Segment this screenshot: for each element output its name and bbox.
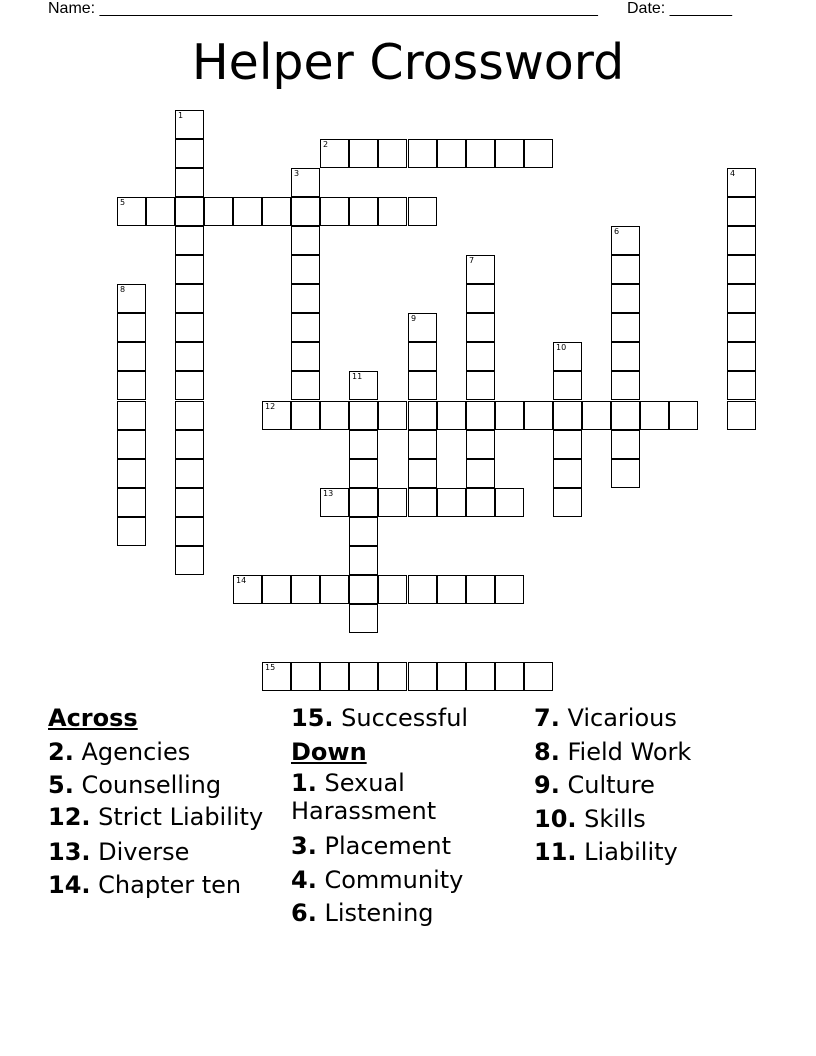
grid-cell[interactable]: [291, 662, 320, 691]
grid-cell[interactable]: [291, 168, 320, 197]
grid-cell[interactable]: [437, 488, 466, 517]
grid-cell[interactable]: [117, 430, 146, 459]
grid-cell[interactable]: [582, 401, 611, 430]
grid-cell[interactable]: [408, 401, 437, 430]
grid-cell[interactable]: [349, 546, 378, 575]
grid-cell[interactable]: [175, 139, 204, 168]
grid-cell[interactable]: [117, 488, 146, 517]
grid-cell[interactable]: [466, 488, 495, 517]
grid-cell[interactable]: [233, 575, 262, 604]
grid-cell[interactable]: [727, 168, 756, 197]
grid-cell[interactable]: [349, 139, 378, 168]
grid-cell[interactable]: [553, 342, 582, 371]
clue-across-14: 14. Chapter ten: [48, 871, 242, 899]
grid-cell[interactable]: [175, 284, 204, 313]
grid-cell[interactable]: [408, 139, 437, 168]
grid-cell[interactable]: [117, 313, 146, 342]
grid-cell[interactable]: [291, 197, 320, 226]
grid-cell[interactable]: [408, 342, 437, 371]
grid-cell[interactable]: [466, 459, 495, 488]
grid-cell[interactable]: [291, 401, 320, 430]
grid-cell[interactable]: [727, 371, 756, 400]
clue-across-15: 15. Successful: [291, 704, 469, 732]
grid-cell[interactable]: [349, 517, 378, 546]
grid-cell[interactable]: [408, 575, 437, 604]
grid-cell[interactable]: [175, 255, 204, 284]
grid-cell[interactable]: [175, 371, 204, 400]
grid-cell[interactable]: [727, 401, 756, 430]
clue-down-11: 11. Liability: [534, 838, 678, 866]
grid-cell[interactable]: [204, 197, 233, 226]
grid-cell[interactable]: [495, 139, 524, 168]
grid-cell[interactable]: [466, 575, 495, 604]
clue-down-7: 7. Vicarious: [534, 704, 677, 732]
grid-cell[interactable]: [727, 313, 756, 342]
clue-number: 13: [323, 489, 334, 498]
grid-cell[interactable]: [611, 342, 640, 371]
grid-cell[interactable]: [117, 459, 146, 488]
grid-cell[interactable]: [466, 255, 495, 284]
clue-column-2: [291, 702, 531, 931]
clue-number: 14: [236, 576, 247, 585]
grid-cell[interactable]: [378, 662, 407, 691]
clue-across-5: 5. Counselling: [48, 771, 222, 799]
grid-cell[interactable]: [466, 371, 495, 400]
grid-cell[interactable]: [117, 371, 146, 400]
clue-down-1: 1. Sexual Harassment: [291, 769, 437, 825]
grid-cell[interactable]: [175, 430, 204, 459]
grid-cell[interactable]: [349, 488, 378, 517]
grid-cell[interactable]: [117, 342, 146, 371]
name-field-label: Name: ________________________________________________________: [48, 0, 598, 17]
clue-column-3: [534, 702, 774, 870]
grid-cell[interactable]: [611, 371, 640, 400]
grid-cell[interactable]: [378, 575, 407, 604]
grid-cell[interactable]: [466, 430, 495, 459]
grid-cell[interactable]: [553, 488, 582, 517]
grid-cell[interactable]: [291, 284, 320, 313]
grid-cell[interactable]: [117, 197, 146, 226]
clue-across-12: 12. Strict Liability: [48, 802, 264, 831]
grid-cell[interactable]: [524, 139, 553, 168]
grid-cell[interactable]: [175, 459, 204, 488]
grid-cell[interactable]: [553, 401, 582, 430]
grid-cell[interactable]: [611, 226, 640, 255]
grid-cell[interactable]: [727, 284, 756, 313]
grid-cell[interactable]: [437, 139, 466, 168]
grid-cell[interactable]: [640, 401, 669, 430]
clue-number: 11: [352, 372, 363, 381]
grid-cell[interactable]: [349, 371, 378, 400]
grid-cell[interactable]: [291, 226, 320, 255]
clue-number: 4: [730, 169, 736, 178]
grid-cell[interactable]: [466, 139, 495, 168]
page-title: Helper Crossword: [191, 34, 625, 91]
clue-number: 9: [411, 314, 417, 323]
grid-cell[interactable]: [349, 430, 378, 459]
clue-number: 2: [323, 140, 329, 149]
grid-cell[interactable]: [408, 371, 437, 400]
grid-cell[interactable]: [378, 139, 407, 168]
grid-cell[interactable]: [378, 401, 407, 430]
grid-cell[interactable]: [175, 168, 204, 197]
grid-cell[interactable]: [553, 430, 582, 459]
grid-cell[interactable]: [611, 313, 640, 342]
clue-number: 8: [120, 285, 126, 294]
clue-across-13: 13. Diverse: [48, 837, 190, 866]
clue-number: 1: [178, 111, 184, 120]
clue-across-2: 2. Agencies: [48, 737, 191, 766]
grid-cell[interactable]: [291, 313, 320, 342]
grid-cell[interactable]: [437, 401, 466, 430]
grid-cell[interactable]: [408, 488, 437, 517]
grid-cell[interactable]: [437, 575, 466, 604]
grid-cell[interactable]: [727, 342, 756, 371]
clue-down-6: 6. Listening: [291, 899, 434, 927]
grid-cell[interactable]: [349, 604, 378, 633]
grid-cell[interactable]: [408, 197, 437, 226]
grid-cell[interactable]: [727, 255, 756, 284]
grid-cell[interactable]: [291, 371, 320, 400]
down-heading: Down: [291, 737, 367, 766]
date-field-label: Date: _______: [627, 0, 732, 17]
grid-cell[interactable]: [175, 110, 204, 139]
clue-number: 3: [294, 169, 300, 178]
grid-cell[interactable]: [349, 575, 378, 604]
grid-cell[interactable]: [262, 662, 291, 691]
grid-cell[interactable]: [175, 226, 204, 255]
clue-number: 12: [265, 402, 276, 411]
grid-cell[interactable]: [291, 575, 320, 604]
grid-cell[interactable]: [553, 459, 582, 488]
grid-cell[interactable]: [320, 662, 349, 691]
grid-cell[interactable]: [378, 197, 407, 226]
grid-cell[interactable]: [553, 371, 582, 400]
clue-number: 5: [120, 198, 126, 207]
grid-cell[interactable]: [466, 342, 495, 371]
grid-cell[interactable]: [320, 488, 349, 517]
grid-cell[interactable]: [437, 662, 466, 691]
grid-cell[interactable]: [466, 401, 495, 430]
grid-cell[interactable]: [233, 197, 262, 226]
grid-cell[interactable]: [495, 488, 524, 517]
grid-cell[interactable]: [466, 313, 495, 342]
grid-cell[interactable]: [117, 401, 146, 430]
grid-cell[interactable]: [611, 284, 640, 313]
grid-cell[interactable]: [611, 430, 640, 459]
grid-cell[interactable]: [408, 662, 437, 691]
grid-cell[interactable]: [262, 575, 291, 604]
grid-cell[interactable]: [495, 401, 524, 430]
grid-cell[interactable]: [727, 197, 756, 226]
grid-cell[interactable]: [378, 488, 407, 517]
grid-cell[interactable]: [466, 662, 495, 691]
grid-cell[interactable]: [349, 401, 378, 430]
clue-down-8: 8. Field Work: [534, 737, 692, 766]
grid-cell[interactable]: [349, 459, 378, 488]
grid-cell[interactable]: [524, 401, 553, 430]
grid-cell[interactable]: [291, 255, 320, 284]
grid-cell[interactable]: [466, 284, 495, 313]
grid-cell[interactable]: [117, 517, 146, 546]
grid-cell[interactable]: [175, 401, 204, 430]
clue-down-3: 3. Placement: [291, 832, 452, 860]
grid-cell[interactable]: [175, 342, 204, 371]
grid-cell[interactable]: [524, 662, 553, 691]
grid-cell[interactable]: [262, 197, 291, 226]
grid-cell[interactable]: [175, 517, 204, 546]
grid-cell[interactable]: [495, 662, 524, 691]
grid-cell[interactable]: [611, 255, 640, 284]
grid-cell[interactable]: [117, 284, 146, 313]
grid-cell[interactable]: [146, 197, 175, 226]
clue-down-9: 9. Culture: [534, 771, 655, 799]
grid-cell[interactable]: [262, 401, 291, 430]
grid-cell[interactable]: [320, 139, 349, 168]
grid-cell[interactable]: [408, 313, 437, 342]
clue-number: 7: [469, 256, 475, 265]
clue-number: 15: [265, 663, 276, 672]
grid-cell[interactable]: [349, 197, 378, 226]
grid-cell[interactable]: [408, 430, 437, 459]
grid-cell[interactable]: [320, 401, 349, 430]
grid-cell[interactable]: [175, 546, 204, 575]
grid-cell[interactable]: [669, 401, 698, 430]
across-heading: Across: [48, 704, 138, 732]
grid-cell[interactable]: [727, 226, 756, 255]
grid-cell[interactable]: [320, 575, 349, 604]
grid-cell[interactable]: [175, 313, 204, 342]
grid-cell[interactable]: [611, 401, 640, 430]
clue-number: 10: [556, 343, 567, 352]
clue-down-10: 10. Skills: [534, 804, 646, 833]
grid-cell[interactable]: [175, 197, 204, 226]
clue-down-4: 4. Community: [291, 865, 464, 894]
grid-cell[interactable]: [611, 459, 640, 488]
grid-cell[interactable]: [349, 662, 378, 691]
grid-cell[interactable]: [175, 488, 204, 517]
clue-column-1: [48, 702, 288, 903]
grid-cell[interactable]: [495, 575, 524, 604]
grid-cell[interactable]: [291, 342, 320, 371]
grid-cell[interactable]: [320, 197, 349, 226]
clue-number: 6: [614, 227, 620, 236]
grid-cell[interactable]: [408, 459, 437, 488]
